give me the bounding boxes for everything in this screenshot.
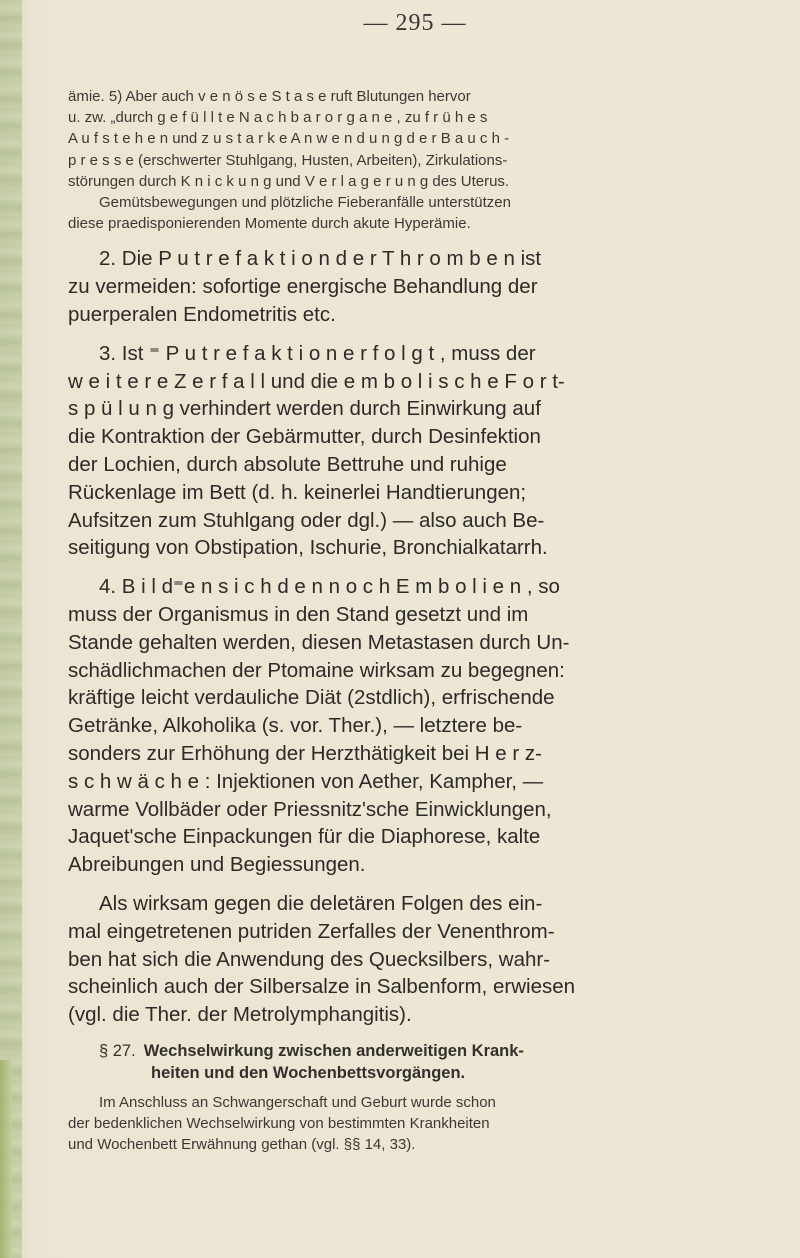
- section-title-line: [68, 1040, 718, 1062]
- page-number: — 295 —: [363, 10, 467, 36]
- text-line: und Wochenbett Erwähnung gethan (vgl. §§ 14, 33).: [68, 1136, 416, 1154]
- text-line: muss der Organismus in den Stand gesetzt und im: [68, 602, 529, 626]
- text-line: ämie. 5) Aber auch v e n ö s e S t a s e ruft Blutungen hervor: [68, 88, 471, 105]
- text-line: 4. B i l d⁼e n s i c h d e n n o c h E m b o l i e n , so: [99, 575, 560, 599]
- paragraph-5: [68, 890, 718, 1029]
- text-line: Als wirksam gegen die deletären Folgen des ein-: [99, 891, 543, 915]
- text-line: warme Vollbäder oder Priessnitz'sche Einwicklungen,: [68, 797, 552, 821]
- text-line: p r e s s e (erschwerter Stuhlgang, Husten, Arbeiten), Zirkulations-: [68, 151, 508, 169]
- closing-paragraph: [68, 1092, 718, 1156]
- text-line: schädlichmachen der Ptomaine wirksam zu begegnen:: [68, 658, 565, 682]
- text-line: störungen durch K n i c k u n g und V e r l a g e r u n g des Uterus.: [68, 172, 510, 190]
- text-line: u. zw. „durch g e f ü l l t e N a c h b a r o r g a n e , zu f r ü h e s: [68, 109, 488, 127]
- text-line: Getränke, Alkoholika (s. vor. Ther.), — letztere be-: [68, 714, 523, 738]
- text-line: Rückenlage im Bett (d. h. keinerlei Handtierungen;: [68, 480, 527, 504]
- text-line: die Kontraktion der Gebärmutter, durch Desinfektion: [68, 425, 541, 449]
- text-line: Abreibungen und Begiessungen.: [68, 853, 366, 877]
- text-line: sonders zur Erhöhung der Herzthätigkeit bei H e r z-: [68, 741, 543, 765]
- text-line: w e i t e r e Z e r f a l l und die e m b o l i s c h e F o r t-: [68, 369, 565, 393]
- section-title-line: heiten und den Wochenbettsvorgängen.: [151, 1063, 466, 1082]
- text-line: der Lochien, durch absolute Bettruhe und ruhige: [68, 453, 507, 476]
- text-line: Stande gehalten werden, diesen Metastasen durch Un-: [68, 630, 570, 654]
- text-line: Im Anschluss an Schwangerschaft und Geburt wurde schon: [99, 1093, 496, 1111]
- text-line: s c h w ä c h e : Injektionen von Aether, Kampher, —: [68, 769, 544, 793]
- intro-paragraph: [68, 86, 718, 234]
- text-line: 3. Ist ⁼ P u t r e f a k t i o n e r f o l g t , muss der: [99, 341, 536, 365]
- text-line: mal eingetretenen putriden Zerfalles der Venenthrom-: [68, 919, 555, 943]
- text-line: A u f s t e h e n und z u s t a r k e A n w e n d u n g d e r B a u c h -: [68, 130, 510, 148]
- text-line: zu vermeiden: sofortige energische Behandlung der: [68, 275, 538, 299]
- text-line: Gemütsbewegungen und plötzliche Fieberanfälle unterstützen: [99, 194, 511, 212]
- paragraph-3: [68, 340, 718, 562]
- text-line: s p ü l u n g verhindert werden durch Einwirkung auf: [68, 397, 541, 421]
- text-line: ben hat sich die Anwendung des Quecksilbers, wahr-: [68, 947, 551, 971]
- text-line: der bedenklichen Wechselwirkung von bestimmten Krankheiten: [68, 1115, 490, 1133]
- text-line: seitigung von Obstipation, Ischurie, Bronchialkatarrh.: [68, 536, 548, 560]
- page-body: [68, 86, 718, 1156]
- text-line: puerperalen Endometritis etc.: [68, 303, 336, 327]
- section-title: Wechselwirkung zwischen anderweitigen Krank-: [143, 1041, 524, 1060]
- text-line: diese praedisponierenden Momente durch akute Hyperämie.: [68, 215, 471, 233]
- text-line: Aufsitzen zum Stuhlgang oder dgl.) — also auch Be-: [68, 508, 545, 532]
- text-line: 2. Die P u t r e f a k t i o n d e r T h r o m b e n ist: [99, 247, 542, 271]
- page-edge-stain: [0, 1060, 12, 1258]
- paragraph-2: [68, 245, 718, 328]
- text-line: kräftige leicht verdauliche Diät (2stdlich), erfrischende: [68, 686, 555, 710]
- text-line: Jaquet'sche Einpackungen für die Diaphorese, kalte: [68, 825, 541, 849]
- text-line: (vgl. die Ther. der Metrolymphangitis).: [68, 1003, 412, 1027]
- section-heading: [68, 1040, 718, 1084]
- paragraph-4: [68, 573, 718, 879]
- section-number: § 27.: [99, 1041, 136, 1060]
- text-line: scheinlich auch der Silbersalze in Salbenform, erwiesen: [68, 975, 576, 999]
